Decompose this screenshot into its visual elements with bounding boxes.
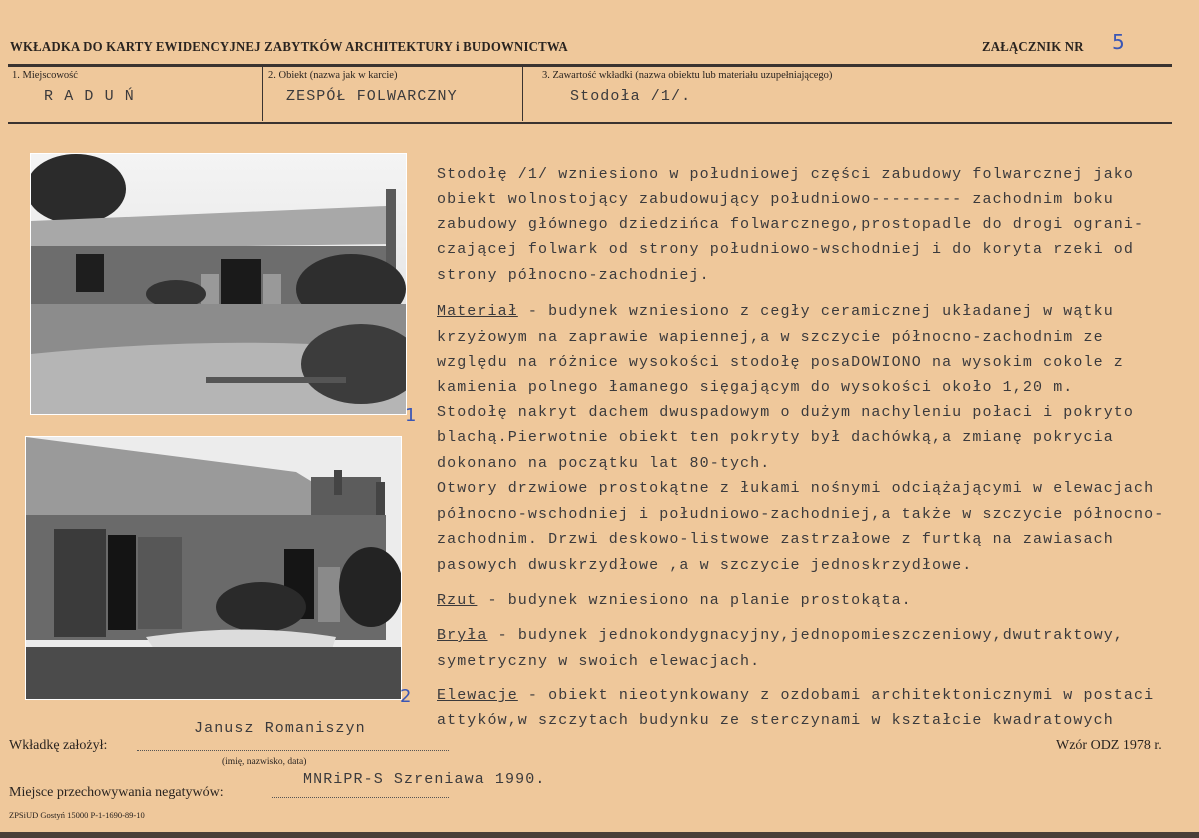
- field-divider: [522, 67, 523, 121]
- printer-info: ZPSiUD Gostyń 15000 P-1-1690-89-10: [9, 810, 145, 820]
- author-line: [137, 750, 449, 751]
- author-label: Wkładkę założył:: [9, 738, 108, 753]
- body-line: pasowych dwuskrzydłowe ,a w szczycie jednoskrzydłowe.: [437, 557, 973, 574]
- body-line-plan: [437, 592, 912, 609]
- body-line: kamienia polnego łamanego sięgającym do wysokości około 1,20 m.: [437, 379, 1074, 396]
- bottom-edge: [0, 832, 1199, 838]
- fields-rule: [8, 122, 1172, 124]
- body-line: Stodołę /1/ wzniesiono w południowej części zabudowy folwarcznej jako: [437, 166, 1135, 183]
- form-version: Wzór ODZ 1978 r.: [1056, 738, 1162, 753]
- negatives-label: Miejsce przechowywania negatywów:: [9, 785, 224, 800]
- body-line: względu na różnice wysokości stodołę posaDOWIONO na wysokim cokole z: [437, 354, 1124, 371]
- body-line: krzyżowym na zaprawie wapiennej,a w szczycie północno-zachodnim ze: [437, 329, 1104, 346]
- body-line-material: [437, 303, 1114, 320]
- body-line: północno-wschodniej i południowo-zachodniej,a także w szczycie północno-: [437, 506, 1165, 523]
- section-heading-material: Materiał: [437, 303, 518, 320]
- body-line: obiekt wolnostojący zabudowujący południowo--------- zachodnim boku: [437, 191, 1114, 208]
- body-line: Otwory drzwiowe prostokątne z łukami nośnymi odciążającymi w elewacjach: [437, 480, 1155, 497]
- attachment-number: 5: [1112, 30, 1125, 54]
- field-label-object: 2. Obiekt (nazwa jak w karcie): [268, 70, 398, 81]
- body-line-text: - obiekt nieotynkowany z ozdobami architektonicznymi w postaci: [517, 687, 1155, 704]
- body-line: blachą.Pierwotnie obiekt ten pokryty był dachówką,a zmianę pokrycia: [437, 429, 1114, 446]
- body-line: Stodołę nakryt dachem dwuspadowym o dużym nachyleniu połaci i pokryto: [437, 404, 1135, 421]
- field-label-content: 3. Zawartość wkładki (nazwa obiektu lub materiału uzupełniającego): [542, 70, 833, 81]
- author-hint: (imię, nazwisko, data): [222, 757, 307, 767]
- body-line: attyków,w szczytach budynku ze sterczynami w kształcie kwadratowych: [437, 712, 1114, 729]
- field-value-content: Stodoła /1/.: [570, 88, 692, 105]
- body-line: zabudowy głównego dziedzińca folwarcznego,prostopadle do drogi ograni-: [437, 216, 1145, 233]
- negatives-line: [272, 797, 449, 798]
- photo-number-2: 2: [400, 686, 412, 707]
- body-line-text: - budynek jednokondygnacyjny,jednopomieszczeniowy,dwutraktowy,: [487, 627, 1124, 644]
- body-line-elevations: [437, 687, 1154, 704]
- section-heading-elevations: Elewacje: [437, 687, 518, 704]
- body-line-text: - budynek wzniesiono na planie prostokąta.: [477, 592, 912, 609]
- barn-photo-2: [25, 436, 402, 700]
- header-rule: [8, 64, 1172, 67]
- attachment-label: ZAŁĄCZNIK NR: [982, 39, 1084, 54]
- section-heading-mass: Bryła: [437, 627, 488, 644]
- body-line: strony północno-zachodniej.: [437, 267, 710, 284]
- body-line: czającej folwark od strony południowo-wschodniej i do koryta rzeki od: [437, 241, 1135, 258]
- body-line-text: - budynek wzniesiono z cegły ceramicznej układanej w wątku: [517, 303, 1114, 320]
- body-line: zachodnim. Drzwi deskowo-listwowe zastrzałowe z furtką na zawiasach: [437, 531, 1114, 548]
- body-line: symetryczny w swoich elewacjach.: [437, 653, 761, 670]
- body-line: dokonano na początku lat 80-tych.: [437, 455, 771, 472]
- field-divider: [262, 67, 263, 121]
- body-line-mass: [437, 627, 1124, 644]
- negatives-location: MNRiPR-S Szreniawa 1990.: [303, 771, 546, 788]
- section-heading-plan: Rzut: [437, 592, 478, 609]
- form-title: WKŁADKA DO KARTY EWIDENCYJNEJ ZABYTKÓW ARCHITEKTURY i BUDOWNICTWA: [10, 39, 568, 54]
- author-name: Janusz Romaniszyn: [194, 720, 366, 737]
- field-value-object: ZESPÓŁ FOLWARCZNY: [286, 88, 458, 105]
- field-value-locality: R A D U Ń: [44, 88, 135, 105]
- barn-photo-1: [30, 153, 407, 415]
- field-label-locality: 1. Miejscowość: [12, 70, 78, 81]
- photo-number-1: 1: [405, 405, 417, 426]
